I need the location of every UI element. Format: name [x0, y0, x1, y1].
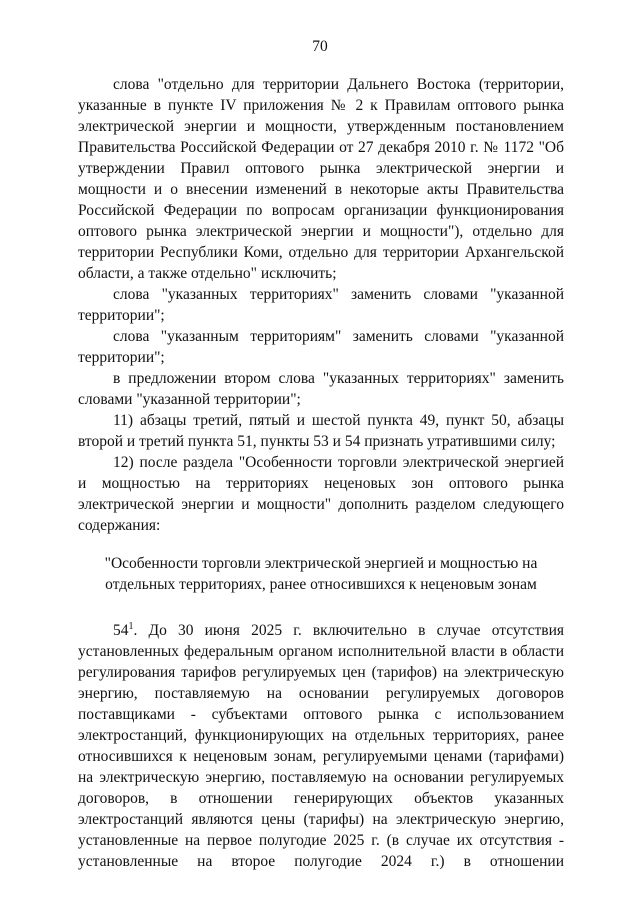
item-number: 54	[113, 622, 129, 640]
paragraph-replace-territories-dative: слова "указанным территориям" заменить словами "указанной территории";	[78, 328, 564, 366]
paragraph-exclude-words: слова "отдельно для территории Дальнего Востока (территории, указанные в пункте IV приложения № 2 к Правилам оптового рынка электрической энергии и мощности, утвержденным постановлением Правительства Российской Федерации от 27 декабря 2010 г. № 1172 "Об утверждении Правил оптового рынка электрической энергии и мощности и о внесении изменений в некоторые акты Правительства Российской Федерации по вопросам организации функционирования оптового рынка электрической энергии и мощности"), отдельно для территории Республики Коми, отдельно для территории Архангельской области, а также отдельно" исключить;	[78, 76, 564, 282]
paragraph-replace-territories: слова "указанных территориях" заменить словами "указанной территории";	[78, 286, 564, 324]
document-body	[78, 74, 564, 872]
paragraph-item-12: 12) после раздела "Особенности торговли электрической энергией и мощностью на территориях неценовых зон оптового рынка электрической энергии и мощности" дополнить разделом следующего содержания:	[78, 454, 564, 534]
section-heading: "Особенности торговли электрической энергией и мощностью на отдельных территориях, ранее относившихся к неценовым зонам	[104, 555, 538, 593]
page-number: 70	[312, 38, 328, 55]
item-text: . До 30 июня 2025 г. включительно в случае отсутствия установленных федеральным органом исполнительной власти в области регулирования тарифов регулируемых цен (тарифов) на электрическую энергию, поставляемую на основании регулируемых договоров поставщиками - субъектами оптового рынка с использованием электростанций, функционирующих на отдельных территориях, ранее относившихся к неценовым зонам, регулируемыми ценами (тарифами) на электрическую энергию, поставляемую на основании регулируемых договоров, в отношении генерирующих объектов указанных электростанций являются цены (тарифы) на электрическую энергию, установленные на первое полугодие 2025 г. (в случае их отсутствия - установленные на второе полугодие 2024 г.) в отношении	[78, 622, 564, 871]
paragraph-item-54-1	[78, 616, 564, 872]
paragraph-item-11: 11) абзацы третий, пятый и шестой пункта 49, пункт 50, абзацы второй и третий пункта 51, пункты 53 и 54 признать утратившими силу;	[78, 412, 564, 450]
paragraph-second-sentence: в предложении втором слова "указанных территориях" заменить словами "указанной территории";	[78, 370, 564, 408]
item-superscript: 1	[128, 621, 134, 632]
